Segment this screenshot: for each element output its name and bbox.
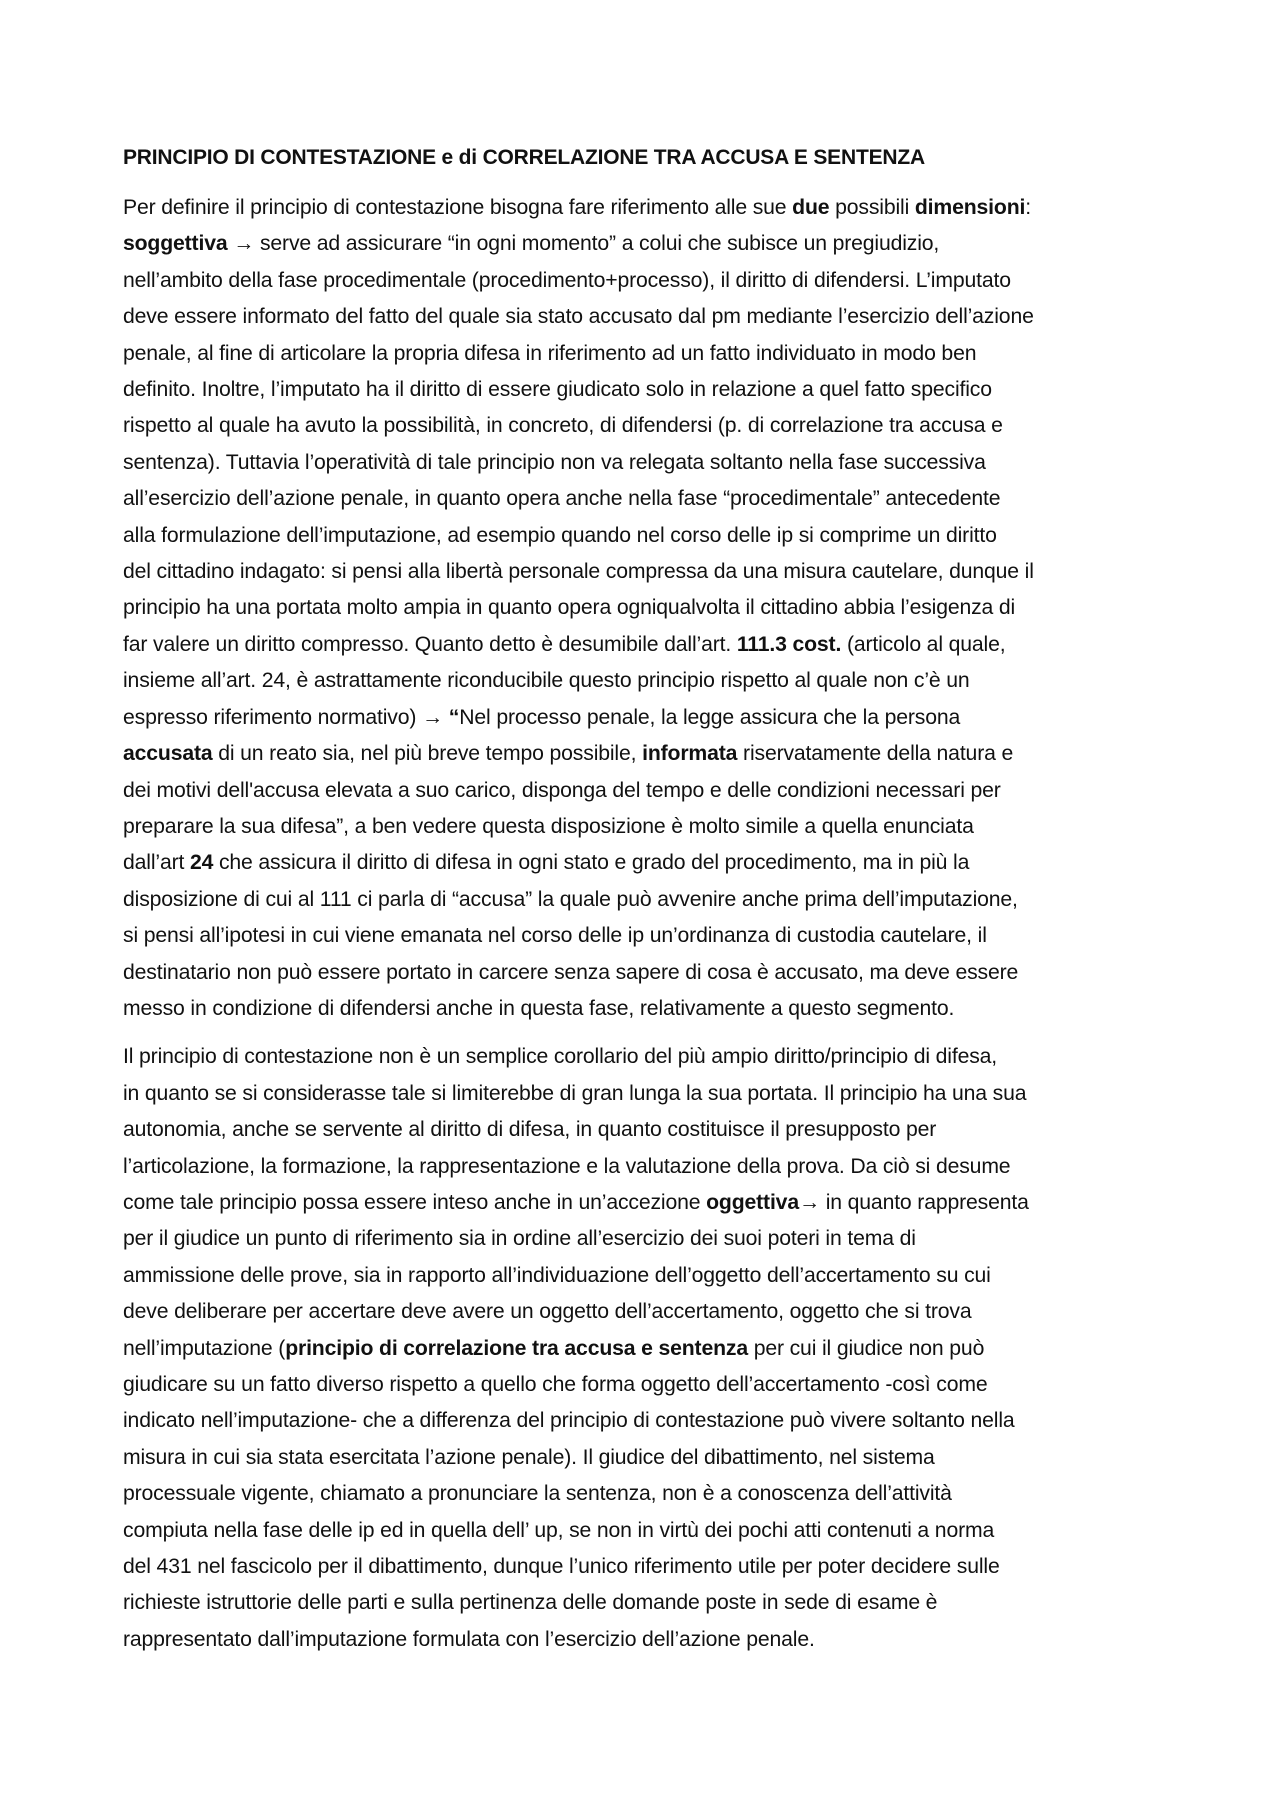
bold-text: 24: [189, 851, 214, 875]
bold-text: due: [792, 196, 830, 219]
text-run: (articolo al quale,: [841, 632, 1006, 656]
text-line: [123, 1476, 1168, 1512]
text-line: [123, 1076, 1168, 1112]
text-run: disposizione di cui al 111 ci parla di “accusa” la quale può avvenire anche prima dell’imputazione,: [123, 887, 1018, 911]
text-run: Il principio di contestazione non è un semplice corollario del più ampio diritto/principio di difesa,: [123, 1045, 998, 1069]
document-page: [123, 140, 1168, 1670]
text-run: espresso riferimento normativo) →: [123, 705, 449, 729]
text-line: [123, 554, 1168, 590]
text-run: si pensi all’ipotesi in cui viene emanata nel corso delle ip un’ordinanza di custodia cautelare, il: [123, 924, 987, 948]
text-line: [123, 1440, 1168, 1476]
text-line: [123, 809, 1168, 845]
text-run: processuale vigente, chiamato a pronunciare la sentenza, non è a conoscenza dell’attività: [123, 1482, 952, 1506]
text-line: [123, 1185, 1168, 1221]
text-line: [123, 1149, 1168, 1185]
text-run: :: [1025, 196, 1031, 219]
bold-text: principio di correlazione tra accusa e sentenza: [285, 1336, 748, 1360]
text-run: rappresentato dall’imputazione formulata con l’esercizio dell’azione penale.: [123, 1627, 815, 1651]
text-line: [123, 590, 1168, 626]
text-run: che assicura il diritto di difesa in ogni stato e grado del procedimento, ma in più la: [213, 851, 970, 875]
bold-text: 111.3 cost.: [736, 632, 842, 656]
document-body: [123, 190, 1168, 1658]
text-line: [123, 263, 1168, 299]
text-line: [123, 700, 1168, 736]
text-line: [123, 1585, 1168, 1621]
text-run: destinatario non può essere portato in carcere senza sapere di cosa è accusato, ma deve essere: [123, 960, 1019, 984]
text-run: l’articolazione, la formazione, la rappresentazione e la valutazione della prova. Da ciò si desume: [123, 1154, 1011, 1178]
text-run: richieste istruttorie delle parti e sulla pertinenza delle domande poste in sede di esame è: [123, 1591, 938, 1615]
bold-text: dimensioni: [914, 196, 1026, 219]
text-run: autonomia, anche se servente al diritto di difesa, in quanto costituisce il presupposto per: [123, 1118, 937, 1142]
text-line: [123, 299, 1168, 335]
text-run: deve deliberare per accertare deve avere un oggetto dell’accertamento, oggetto che si trova: [123, 1300, 972, 1324]
text-run: dall’art: [123, 851, 190, 875]
text-line: [123, 1039, 1168, 1075]
text-line: [123, 408, 1168, 444]
text-line: [123, 918, 1168, 954]
text-line: [123, 882, 1168, 918]
text-run: alla formulazione dell’imputazione, ad esempio quando nel corso delle ip si comprime un diritto: [123, 523, 997, 547]
text-line: [123, 1112, 1168, 1148]
text-run: Per definire il principio di contestazione bisogna fare riferimento alle sue: [123, 196, 793, 219]
text-run: in quanto se si considerasse tale si limiterebbe di gran lunga la sua portata. Il principio ha una sua: [123, 1081, 1027, 1105]
text-run: per cui il giudice non può: [747, 1336, 985, 1360]
text-run: riservatamente della natura e: [737, 742, 1014, 766]
text-run: ammissione delle prove, sia in rapporto all’individuazione dell’oggetto dell’accertamento su cui: [123, 1263, 991, 1287]
text-run: del cittadino indagato: si pensi alla libertà personale compressa da una misura cautelare, dunque il: [123, 560, 1034, 584]
text-run: giudicare su un fatto diverso rispetto a quello che forma oggetto dell’accertamento -così come: [123, 1373, 988, 1396]
text-run: possibili: [829, 196, 915, 219]
text-run: preparare la sua difesa”, a ben vedere questa disposizione è molto simile a quella enunciata: [123, 814, 974, 838]
text-line: [123, 663, 1168, 699]
text-run: nell’ambito della fase procedimentale (procedimento+processo), il diritto di difendersi. L’imputato: [123, 268, 1011, 292]
text-line: [123, 518, 1168, 554]
text-line: [123, 372, 1168, 408]
text-line: [123, 1367, 1168, 1403]
text-line: [123, 1622, 1168, 1658]
text-run: → serve ad assicurare “in ogni momento” a colui che subisce un pregiudizio,: [227, 232, 940, 256]
text-run: sentenza). Tuttavia l’operatività di tale principio non va relegata soltanto nella fase successiva: [123, 450, 986, 474]
paragraph: [123, 190, 1168, 1027]
text-line: [123, 1513, 1168, 1549]
text-run: di un reato sia, nel più breve tempo possibile,: [212, 742, 643, 766]
text-line: [123, 736, 1168, 772]
text-run: Nel processo penale, la legge assicura che la persona: [459, 705, 961, 729]
text-line: [123, 1258, 1168, 1294]
text-run: all’esercizio dell’azione penale, in quanto opera anche nella fase “procedimentale” antecedente: [123, 487, 1001, 511]
text-line: [123, 336, 1168, 372]
text-line: [123, 1294, 1168, 1330]
text-run: penale, al fine di articolare la propria difesa in riferimento ad un fatto individuato in modo ben: [123, 341, 977, 365]
text-run: rispetto al quale ha avuto la possibilità, in concreto, di difendersi (p. di correlazione tra accusa e: [123, 414, 1003, 438]
text-line: [123, 445, 1168, 481]
text-run: nell’imputazione (: [123, 1336, 286, 1360]
text-run: compiuta nella fase delle ip ed in quella dell’ up, se non in virtù dei pochi atti contenuti a norma: [123, 1518, 995, 1542]
paragraph: [123, 1039, 1168, 1658]
text-line: [123, 845, 1168, 881]
text-line: [123, 991, 1168, 1027]
text-line: [123, 190, 1168, 226]
text-run: dei motivi dell'accusa elevata a suo carico, disponga del tempo e delle condizioni necessari per: [123, 778, 1001, 802]
text-run: messo in condizione di difendersi anche in questa fase, relativamente a questo segmento.: [123, 996, 955, 1020]
text-line: [123, 773, 1168, 809]
document-title: PRINCIPIO DI CONTESTAZIONE e di CORRELAZIONE TRA ACCUSA E SENTENZA: [123, 146, 925, 169]
text-run: far valere un diritto compresso. Quanto detto è desumibile dall’art.: [123, 632, 737, 656]
text-run: del 431 nel fascicolo per il dibattimento, dunque l’unico riferimento utile per poter decidere sulle: [123, 1555, 1000, 1579]
text-run: misura in cui sia stata esercitata l’azione penale). Il giudice del dibattimento, nel sistema: [123, 1445, 935, 1469]
text-run: definito. Inoltre, l’imputato ha il diritto di essere giudicato solo in relazione a quel fatto specifico: [123, 378, 992, 402]
text-line: [123, 1403, 1168, 1439]
bold-text: accusata: [123, 742, 213, 766]
bold-text: informata: [642, 742, 738, 766]
text-run: in quanto rappresenta: [820, 1190, 1029, 1214]
bold-text: “: [448, 705, 460, 729]
text-line: [123, 627, 1168, 663]
bold-text: soggettiva: [123, 232, 228, 256]
text-run: indicato nell’imputazione- che a differenza del principio di contestazione può vivere soltanto nella: [123, 1409, 1015, 1433]
text-run: insieme all’art. 24, è astrattamente riconducibile questo principio rispetto al quale non c’è un: [123, 669, 970, 693]
text-run: deve essere informato del fatto del quale sia stato accusato dal pm mediante l’esercizio dell’azione: [123, 305, 1034, 329]
text-line: [123, 955, 1168, 991]
text-run: per il giudice un punto di riferimento sia in ordine all’esercizio dei suoi poteri in tema di: [123, 1227, 916, 1251]
text-run: come tale principio possa essere inteso anche in un’accezione: [123, 1190, 707, 1214]
text-line: [123, 1549, 1168, 1585]
text-line: [123, 1221, 1168, 1257]
text-line: [123, 1331, 1168, 1367]
text-run: principio ha una portata molto ampia in quanto opera ogniqualvolta il cittadino abbia l’esigenza di: [123, 596, 1016, 620]
text-line: [123, 226, 1168, 262]
text-line: [123, 481, 1168, 517]
bold-text: oggettiva→: [706, 1190, 820, 1214]
